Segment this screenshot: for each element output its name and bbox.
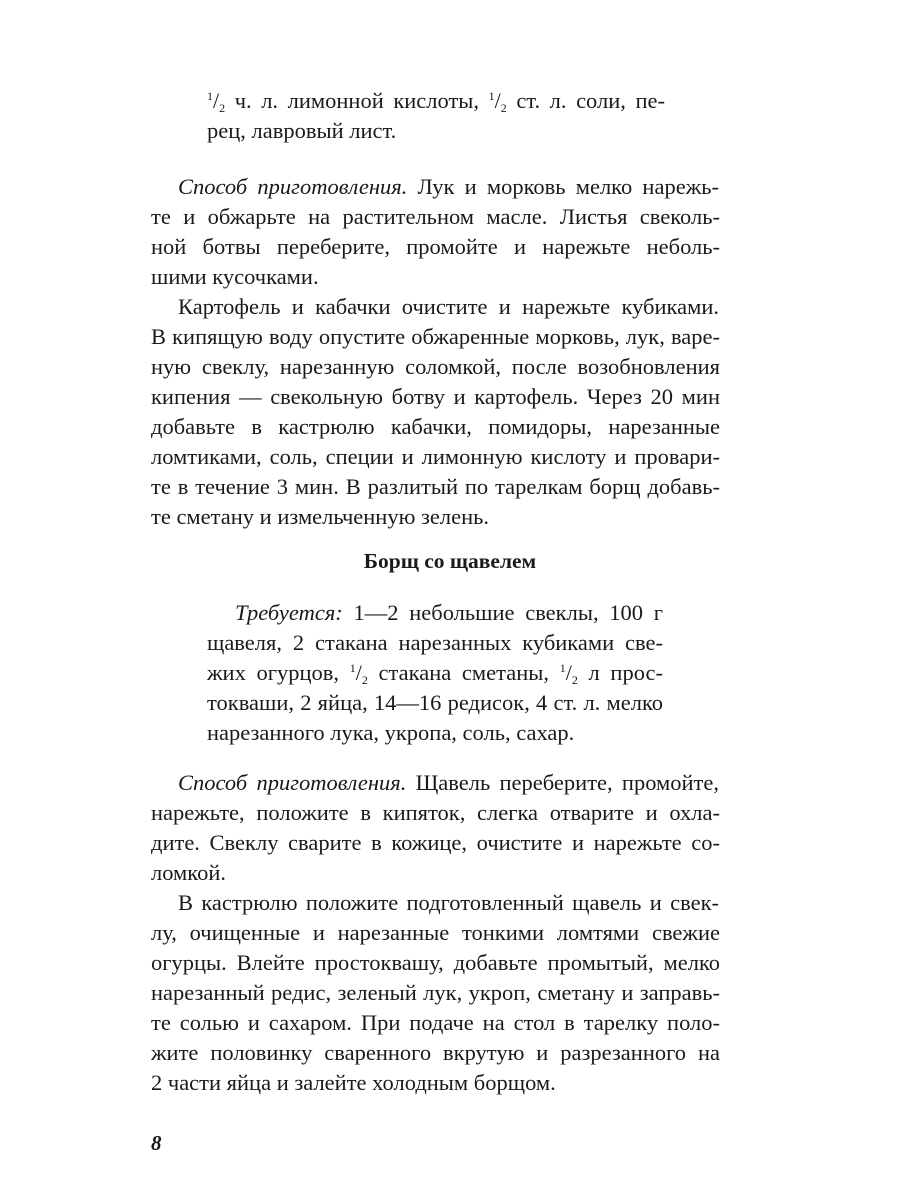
- recipe2-ingredients-line-2: щавеля, 2 стакана нарезанных кубиками све-: [207, 630, 663, 655]
- recipe2-method-line-1: Способ приготовления. Щавель переберите, промойте,: [178, 770, 719, 795]
- method1-para2-line-1: Картофель и кабачки очистите и нарежьте кубиками.: [178, 294, 719, 319]
- method1-para2-line-7: те в течение 3 мин. В разлитый по тарелкам борщ добавь-: [151, 474, 720, 499]
- intro-ingredients-line-2: рец, лавровый лист.: [207, 118, 397, 143]
- recipe2-para2-line-5: те солью и сахаром. При подаче на стол в тарелку поло-: [151, 1010, 720, 1035]
- recipe2-method-line-4: ломкой.: [151, 860, 226, 885]
- page-number: 8: [151, 1131, 162, 1155]
- method1-para2-line-3: ную свеклу, нарезанную соломкой, после возобновления: [151, 354, 720, 379]
- method2-label: Способ приготовления.: [178, 770, 407, 795]
- fraction-half-3: $^1/_2$: [349, 660, 368, 687]
- method1-line-2: те и обжарьте на растительном масле. Листья свеколь-: [151, 204, 720, 229]
- method1-para2-line-4: кипения — свекольную ботву и картофель. Через 20 мин: [151, 384, 720, 409]
- method1-para2-line-5: добавьте в кастрюлю кабачки, помидоры, нарезанные: [151, 414, 720, 439]
- fraction-half-1: $^1/_2$: [207, 88, 226, 115]
- recipe2-ingredients-line-1: Требуется: 1—2 небольшие свеклы, 100 г: [235, 600, 663, 625]
- intro-ingredients-line-1: $^1/_2$ ч. л. лимонной кислоты, $^1/_2$ ст. л. соли, пе-: [207, 88, 665, 115]
- recipe2-ingredients-line-3: жих огурцов, $^1/_2$ стакана сметаны, $^1/_2$ л прос-: [207, 660, 664, 687]
- method1-para2-line-6: ломтиками, соль, специи и лимонную кислоту и провари-: [151, 444, 720, 469]
- recipe2-para2-line-4: нарезанный редис, зеленый лук, укроп, сметану и заправь-: [151, 980, 720, 1005]
- recipe2-ingredients-line-4: токваши, 2 яйца, 14—16 редисок, 4 ст. л. мелко: [207, 690, 663, 715]
- recipe2-para2-line-7: 2 части яйца и залейте холодным борщом.: [151, 1070, 556, 1095]
- method1-label: Способ приготовления.: [178, 174, 408, 199]
- recipe2-method-line-2: нарежьте, положите в кипяток, слегка отварите и охла-: [151, 800, 720, 825]
- method1-line-4: шими кусочками.: [151, 264, 319, 289]
- fraction-half-2: $^1/_2$: [488, 88, 507, 115]
- method1-line-1: Способ приготовления. Лук и морковь мелко нарежь-: [178, 174, 719, 199]
- method1-para2-line-2: В кипящую воду опустите обжаренные морковь, лук, варе-: [151, 324, 720, 349]
- ingredients-label: Требуется:: [235, 600, 343, 625]
- recipe2-ingredients-line-5: нарезанного лука, укропа, соль, сахар.: [207, 720, 575, 745]
- method1-para2-line-8: те сметану и измельченную зелень.: [151, 504, 490, 529]
- recipe2-para2-line-1: В кастрюлю положите подготовленный щавель и свек-: [178, 890, 719, 915]
- recipe2-para2-line-6: жите половинку сваренного вкрутую и разрезанного на: [151, 1040, 720, 1065]
- method1-line-3: ной ботвы переберите, промойте и нарежьте неболь-: [151, 234, 720, 259]
- recipe2-method-line-3: дите. Свеклу сварите в кожице, очистите и нарежьте со-: [151, 830, 720, 855]
- recipe2-para2-line-3: огурцы. Влейте простоквашу, добавьте промытый, мелко: [151, 950, 720, 975]
- fraction-half-4: $^1/_2$: [559, 660, 578, 687]
- recipe-title: Борщ со щавелем: [363, 549, 537, 573]
- recipe2-para2-line-2: лу, очищенные и нарезанные тонкими ломтями свежие: [151, 920, 720, 945]
